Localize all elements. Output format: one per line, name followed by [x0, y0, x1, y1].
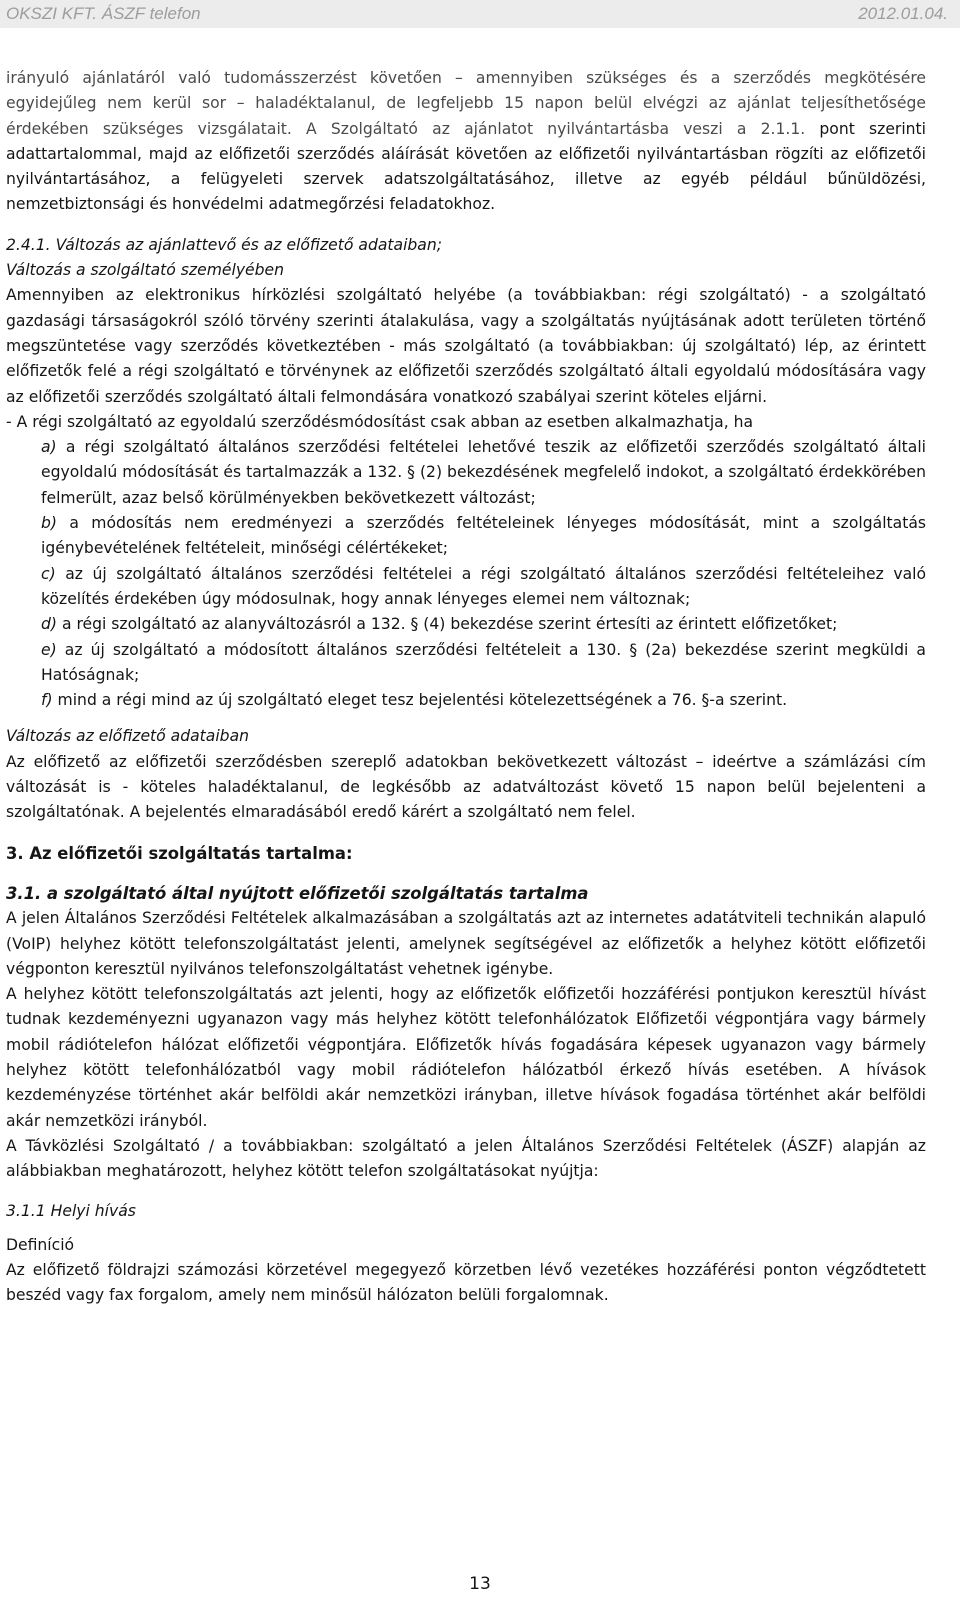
list-marker: c)	[41, 564, 56, 583]
page-number: 13	[469, 1574, 491, 1594]
paragraph-unilateral-modification: - A régi szolgáltató az egyoldalú szerződésmódosítást csak abban az esetben alkalmazhatja, ha	[6, 412, 754, 431]
list-item-text: az új szolgáltató általános szerződési feltételei a régi szolgáltató általános szerződési feltételeihez való közelítés érdekében úgy módosulnak, hogy annak lényeges elemei nem változnak;	[41, 564, 926, 608]
paragraph-service-definition: A jelen Általános Szerződési Feltételek alkalmazásában a szolgáltatás azt az internetes adatátviteli technikán alapuló (VoIP) helyhez kötött telefonszolgáltatást jelenti, amelynek segítségével az előfizetők a helyhez kötött előfizetői végponton keresztül nyilvános telefonszolgáltatást vehetnek igénybe.	[6, 909, 926, 978]
list-marker: f)	[41, 691, 53, 710]
list-item	[41, 688, 926, 713]
list-item	[41, 612, 926, 637]
header-title: OKSZI KFT. ÁSZF telefon	[6, 4, 201, 23]
document-body	[6, 66, 926, 1309]
definition-label: Definíció	[6, 1235, 75, 1254]
subheading-provider-change: Változás a szolgáltató személyében	[6, 261, 285, 280]
list-marker: b)	[41, 514, 57, 533]
page-header	[0, 0, 960, 28]
paragraph-provider-change: Amennyiben az elektronikus hírközlési szolgáltató helyébe (a továbbiakban: régi szolgáltató) - a szolgáltató gazdasági társaságokról szóló törvény szerinti átalakulása, vagy a szolgáltatás nyújtásának adott területen történő megszüntetése vagy szerződés következtében - más szolgáltató (a továbbiakban: új szolgáltató) lép, az érintett előfizetők felé a régi szolgáltató e törvénynek az előfizetői szerződés szolgáltató általi egyoldalú módosítására vagy az előfizetői szerződés szolgáltató általi felmondására vonatkozó szabályai szerint köteles eljárni.	[6, 286, 926, 406]
list-item	[41, 435, 926, 511]
list-marker: a)	[41, 438, 57, 457]
paragraph-offer-registration-part1: irányuló ajánlatáról való tudomásszerzést követően – amennyiben szükséges és a szerződés megkötésére egyidejűleg nem kerül sor – haladéktalanul, de legfeljebb 15 napon belül elvégzi az ajánlat teljesíthetősége érdekében szükséges vizsgálatait. A Szolgáltató az ajánlatot nyilvántartásba veszi a 2.1.1.	[6, 69, 926, 138]
list-item	[41, 562, 926, 613]
paragraph-subscriber-data-change: Az előfizető az előfizetői szerződésben szereplő adatokban bekövetkezett változást – ideértve a számlázási cím változását is - köteles haladéktalanul, de legkésőbb az adatváltozást követő 15 napon belül bejelenteni a szolgáltatónak. A bejelentés elmaradásából eredő kárért a szolgáltató nem felel.	[6, 752, 926, 822]
list-item-text: a régi szolgáltató az alanyváltozásról a 132. § (4) bekezdése szerint értesíti az érintett előfizetőket;	[56, 615, 838, 634]
section-heading-3: 3. Az előfizetői szolgáltatás tartalma:	[6, 843, 353, 863]
conditions-list	[6, 435, 926, 713]
paragraph-fixed-telephony: A helyhez kötött telefonszolgáltatás azt jelenti, hogy az előfizetők előfizetői hozzáférési pontjukon keresztül hívást tudnak kezdeményezni ugyanazon vagy más helyhez kötött telefonhálózatok Előfizetői végpontjára vagy bármely mobil rádiótelefon hálózat előfizetői végpontjára. Előfizetők hívás fogadására képesek ugyanazon vagy bármely helyhez kötött telefonhálózatból vagy mobil rádiótelefon hálózatból érkező hívás esetében. A hívások kezdeményzése történhet akár belföldi akár nemzetközi irányban, illetve hívások fogadása történhet akár belföldi akár nemzetközi irányból.	[6, 985, 926, 1130]
paragraph-offer-registration-part2: pont szerinti adattartalommal, majd az előfizetői szerződés aláírását követően az előfizetői nyilvántartásban rögzíti az előfizetői nyilvántartásához, a felügyeleti szervek adatszolgáltatásához, illetve az egyéb például bűnüldözési, nemzetbiztonsági és honvédelmi adatmegőrzési feladatokhoz.	[6, 119, 926, 214]
list-item	[41, 638, 926, 689]
list-item-text: a régi szolgáltató általános szerződési feltételei lehetővé teszik az előfizetői szerződés szolgáltató általi egyoldalú módosítását és tartalmazzák a 132. § (2) bekezdésének megfelelő indokot, a szolgáltató érdekkörében felmerült, azaz belső körülményekben bekövetkezett változást;	[41, 438, 926, 507]
list-item	[41, 511, 926, 562]
list-marker: d)	[41, 615, 57, 634]
list-item-text: a módosítás nem eredményezi a szerződés feltételeinek lényeges módosítását, mint a szolgáltatás igénybevételének feltételeit, minőségi célértékeket;	[41, 514, 926, 558]
paragraph-local-call-definition: Az előfizető földrajzi számozási körzetével megegyező körzetben lévő vezetékes hozzáférési ponton végződtetett beszéd vagy fax forgalom, amely nem minősül hálózaton belüli forgalomnak.	[6, 1261, 926, 1305]
paragraph-offer-registration	[6, 66, 926, 218]
section-heading-3-1-1: 3.1.1 Helyi hívás	[6, 1202, 136, 1221]
header-date: 2012.01.04.	[858, 4, 948, 23]
subheading-subscriber-data-change: Változás az előfizető adataiban	[6, 727, 250, 746]
section-heading-3-1: 3.1. a szolgáltató által nyújtott előfizetői szolgáltatás tartalma	[6, 883, 589, 903]
section-heading-2-4-1: 2.4.1. Változás az ajánlattevő és az előfizető adataiban;	[6, 235, 442, 254]
paragraph-services-provided: A Távközlési Szolgáltató / a továbbiakban: szolgáltató a jelen Általános Szerződési Feltételek (ÁSZF) alapján az alábbiakban meghatározott, helyhez kötött telefon szolgáltatásokat nyújtja:	[6, 1136, 926, 1181]
list-item-text: mind a régi mind az új szolgáltató eleget tesz bejelentési kötelezettségének a 76. §-a szerint.	[52, 691, 788, 710]
list-marker: e)	[41, 640, 57, 659]
list-item-text: az új szolgáltató a módosított általános szerződési feltételeit a 130. § (2a) bekezdése szerint megküldi a Hatóságnak;	[41, 640, 926, 684]
